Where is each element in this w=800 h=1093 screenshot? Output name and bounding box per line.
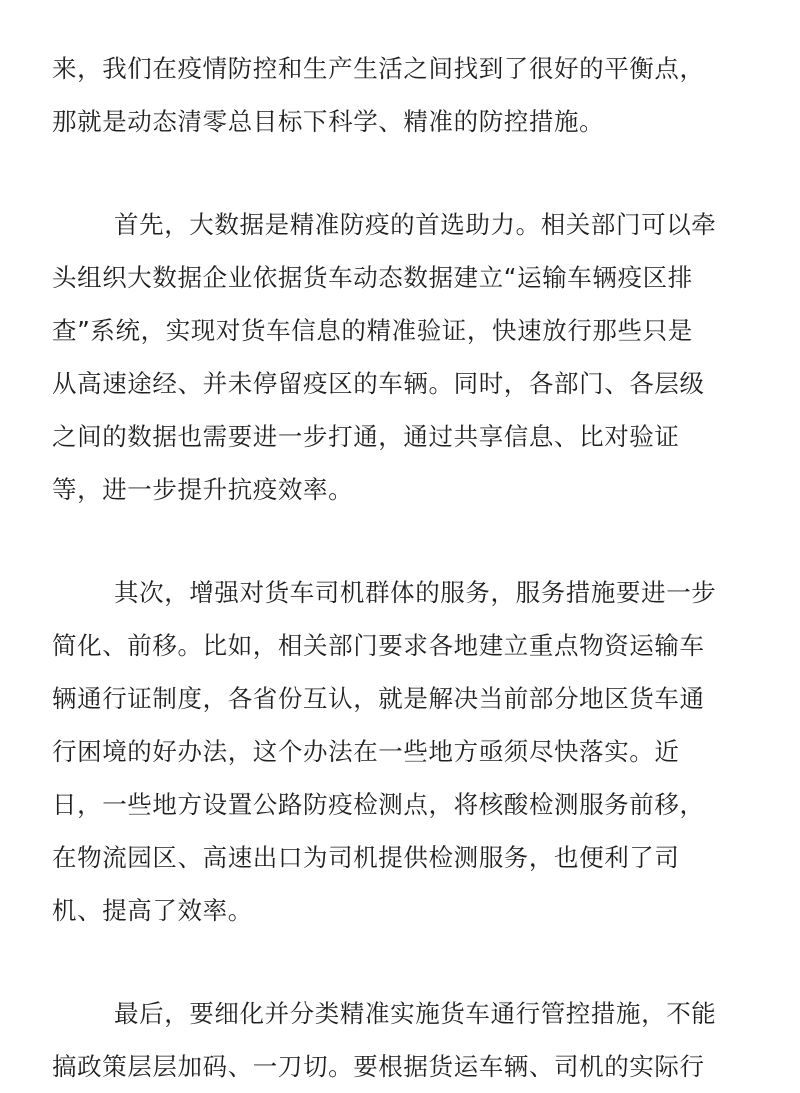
text-line: 首先，大数据是精准防疫的首选助力。相关部门可以牵 xyxy=(114,210,717,239)
text-line: 头组织大数据企业依据货车动态数据建立“运输车辆疫区排 xyxy=(52,263,693,292)
text-line: 辆通行证制度，各省份互认，就是解决当前部分地区货车通 xyxy=(52,684,705,713)
paragraph-last xyxy=(52,987,752,1093)
text-line: 搞政策层层加码、一刀切。要根据货运车辆、司机的实际行 xyxy=(52,1052,705,1081)
text-line: 查”系统，实现对货车信息的精准验证，快速放行那些只是 xyxy=(52,316,693,345)
text-line: 那就是动态清零总目标下科学、精准的防控措施。 xyxy=(52,107,605,136)
paragraph-intro xyxy=(52,42,752,148)
text-line: 来，我们在疫情防控和生产生活之间找到了很好的平衡点， xyxy=(52,54,705,83)
article-body xyxy=(52,42,752,1093)
paragraph-second xyxy=(52,566,752,937)
paragraph-gap xyxy=(52,148,752,198)
text-line: 其次，增强对货车司机群体的服务，服务措施要进一步 xyxy=(114,578,717,607)
text-line: 机、提高了效率。 xyxy=(52,896,253,925)
text-line: 简化、前移。比如，相关部门要求各地建立重点物资运输车 xyxy=(52,631,705,660)
text-line: 之间的数据也需要进一步打通，通过共享信息、比对验证 xyxy=(52,422,680,451)
paragraph-gap xyxy=(52,937,752,987)
text-line: 日，一些地方设置公路防疫检测点，将核酸检测服务前移， xyxy=(52,790,705,819)
text-line: 从高速途经、并未停留疫区的车辆。同时，各部门、各层级 xyxy=(52,369,705,398)
text-line: 在物流园区、高速出口为司机提供检测服务，也便利了司 xyxy=(52,843,680,872)
text-line: 行困境的好办法，这个办法在一些地方亟须尽快落实。近 xyxy=(52,737,680,766)
paragraph-gap xyxy=(52,516,752,566)
text-line: 最后，要细化并分类精准实施货车通行管控措施，不能 xyxy=(114,999,717,1028)
text-line: 等，进一步提升抗疫效率。 xyxy=(52,475,354,504)
paragraph-first xyxy=(52,198,752,516)
